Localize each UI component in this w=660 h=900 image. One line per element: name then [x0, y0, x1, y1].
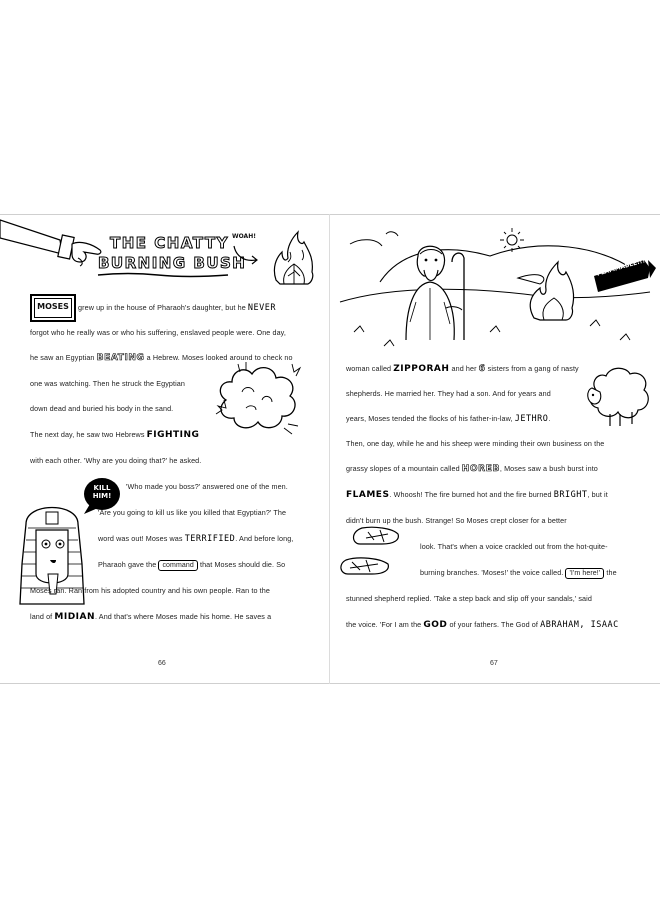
emphasis-word: TERRIFIED	[184, 534, 236, 544]
text-run: land of	[30, 612, 55, 621]
text-line-10	[98, 534, 293, 544]
emphasis-word: command	[158, 560, 197, 571]
left-page	[0, 214, 329, 684]
text-line-r6	[346, 490, 608, 500]
text-run: . And that's where Moses made his home. He saves a	[95, 612, 272, 621]
fight-cloud-illustration	[212, 360, 302, 440]
emphasis-word: 'I'm here!'	[565, 568, 604, 579]
text-line-12	[30, 586, 270, 595]
text-run: and her	[449, 364, 479, 373]
text-run: The next day, he saw two Hebrews	[30, 430, 147, 439]
text-run: of your fathers. The God of	[447, 620, 541, 629]
page-number: 67	[490, 660, 498, 667]
text-line-r4	[346, 439, 604, 448]
text-run: a Hebrew. Moses looked around to check no	[144, 353, 293, 362]
text-run: sisters from a gang of nasty	[485, 364, 579, 373]
text-run: one was watching. Then he struck the Egyptian	[30, 379, 185, 388]
pointing-hand-illustration	[0, 214, 110, 274]
text-line-3	[30, 353, 293, 363]
text-run: burning branches. 'Moses!' the voice called.	[420, 568, 566, 577]
text-line-7	[30, 456, 201, 465]
text-line-r2	[346, 389, 551, 398]
text-line-r8	[420, 542, 608, 551]
page-number: 66	[158, 660, 166, 667]
emphasis-word: BEATING	[96, 353, 145, 363]
text-line-r7	[346, 516, 567, 525]
text-run: Pharaoh gave the	[98, 560, 159, 569]
text-run: didn't burn up the bush. Strange! So Moses crept closer for a better	[346, 516, 567, 525]
emphasis-word: FIGHTING	[146, 430, 200, 440]
emphasis-word: 6	[478, 364, 486, 374]
right-page	[330, 214, 660, 684]
flammable-sign-label: FLAMMABLE!!!	[596, 257, 646, 278]
text-line-r1	[346, 364, 579, 374]
text-line-r9	[420, 568, 617, 579]
text-run: 'Are you going to kill us like you killed that Egyptian?' The	[98, 508, 287, 517]
emphasis-word: GOD	[423, 620, 448, 630]
text-run: . Whoosh! The fire burned hot and the fire burned	[389, 490, 554, 499]
text-run: years, Moses tended the flocks of his father-in-law,	[346, 414, 515, 423]
text-line-r10	[346, 594, 592, 603]
text-line-4	[30, 379, 185, 388]
emphasis-word: HOREB	[461, 464, 500, 474]
text-line-6	[30, 430, 199, 440]
text-run: 'Who made you boss?' answered one of the men.	[126, 482, 288, 491]
text-run: .	[548, 414, 551, 423]
text-line-5	[30, 404, 173, 413]
moses-tag-label: MOSES	[34, 298, 72, 318]
text-run: . And before long,	[235, 534, 294, 543]
emphasis-word: ZIPPORAH	[393, 364, 450, 374]
emphasis-word: BRIGHT	[553, 490, 588, 500]
sheep-illustration	[586, 364, 656, 434]
text-run: he saw an Egyptian	[30, 353, 97, 362]
text-line-r5	[346, 464, 598, 474]
text-run: grew up in the house of Pharaoh's daughter, but he	[78, 303, 248, 312]
emphasis-word: ABRAHAM, ISAAC	[540, 620, 619, 630]
arrow-to-bush-icon	[230, 242, 270, 266]
text-line-8	[126, 482, 288, 491]
emphasis-word: NEVER	[247, 303, 276, 313]
text-run: the voice. 'For I am the	[346, 620, 424, 629]
woah-label: WOAH!	[232, 233, 256, 240]
text-run: down dead and buried his body in the sand.	[30, 404, 174, 413]
burning-bush-icon	[270, 228, 320, 288]
text-line-9	[98, 508, 286, 517]
text-run: grassy slopes of a mountain called	[346, 464, 462, 473]
text-run: stunned shepherd replied. 'Take a step back and slip off your sandals,' said	[346, 594, 592, 603]
chapter-title-line1: THE CHATTY	[110, 234, 229, 252]
text-run: , Moses saw a bush burst into	[499, 464, 598, 473]
text-run: word was out! Moses was	[98, 534, 185, 543]
emphasis-word: JETHRO	[514, 414, 549, 424]
emphasis-word: FLAMES	[346, 490, 390, 500]
kill-him-text: KILL HIM!	[92, 484, 112, 500]
text-run: , but it	[587, 490, 608, 499]
text-line-2	[30, 328, 286, 337]
text-run: that Moses should die. So	[197, 560, 286, 569]
text-line-13	[30, 612, 271, 622]
text-line-r11	[346, 620, 619, 630]
text-run: Moses ran. Ran from his adopted country and his own people. Ran to the	[30, 586, 270, 595]
text-run: woman called	[346, 364, 394, 373]
text-run: forgot who he really was or who his suffering, enslaved people were. One day,	[30, 328, 286, 337]
emphasis-word: MIDIAN	[54, 612, 96, 622]
text-line-11	[98, 560, 285, 571]
text-run: the	[604, 568, 617, 577]
text-run: with each other. 'Why are you doing that?' he asked.	[30, 456, 202, 465]
text-line-1	[78, 303, 276, 313]
text-run: look. That's when a voice crackled out from the hot-quite-	[420, 542, 608, 551]
text-run: shepherds. He married her. They had a son. And for years and	[346, 389, 551, 398]
text-run: Then, one day, while he and his sheep were minding their own business on the	[346, 439, 605, 448]
text-line-r3	[346, 414, 551, 424]
title-underline	[98, 272, 228, 278]
chapter-title-line2: BURNING BUSH	[98, 254, 247, 272]
moses-name-tag	[30, 294, 76, 322]
